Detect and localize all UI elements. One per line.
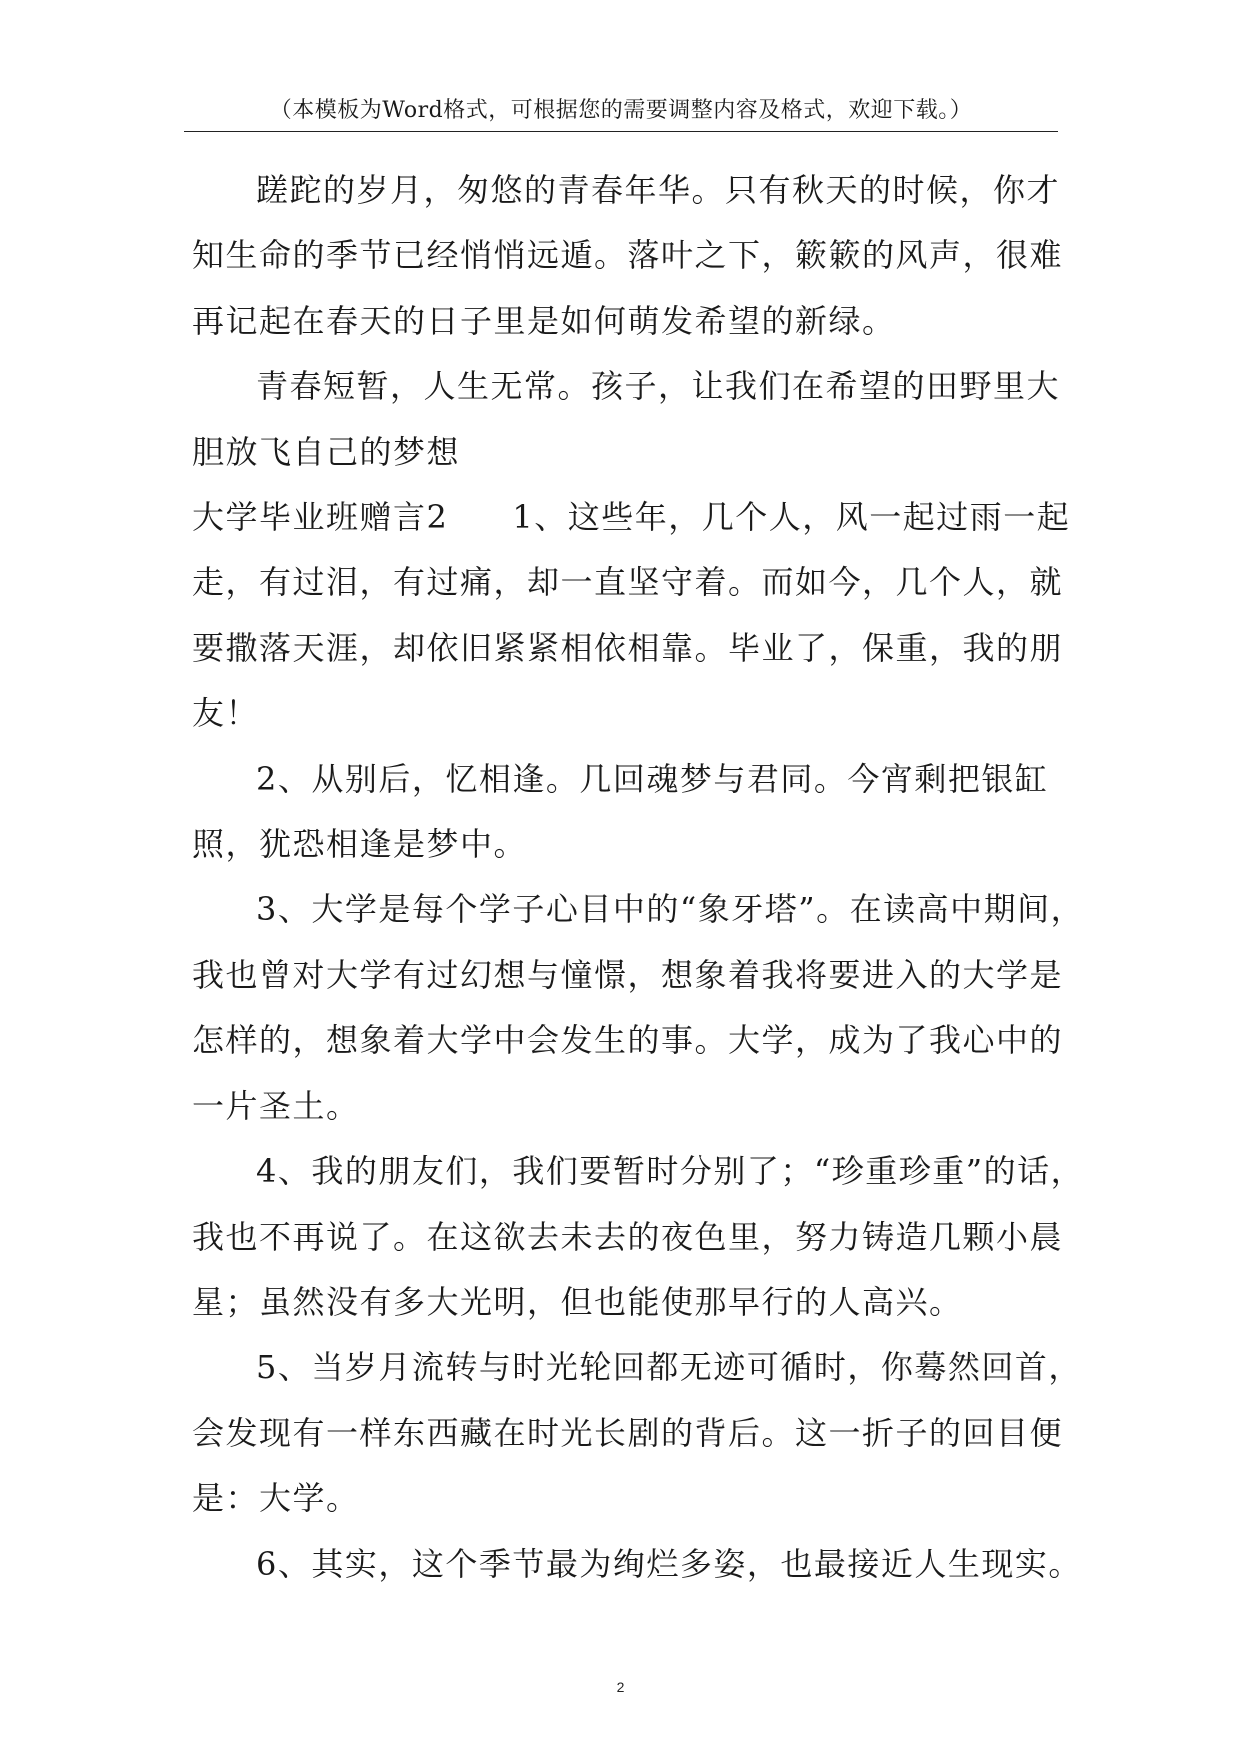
document-body bbox=[192, 158, 1085, 1597]
paragraph-line: 一片圣土。 bbox=[192, 1086, 360, 1125]
paragraph-line: 友！ bbox=[192, 694, 260, 733]
paragraph-line: 再记起在春天的日子里是如何萌发希望的新绿。 bbox=[192, 301, 896, 340]
paragraph-line: 我也不再说了。在这欲去未去的夜色里，努力铸造几颗小晨 bbox=[192, 1217, 1064, 1256]
paragraph-line: 蹉跎的岁月，匆悠的青春年华。只有秋天的时候，你才 bbox=[256, 171, 1061, 209]
header-divider bbox=[184, 131, 1058, 132]
template-header-note: （本模板为Word格式，可根据您的需要调整内容及格式，欢迎下载。） bbox=[269, 98, 973, 123]
paragraph-line: 5、当岁月流转与时光轮回都无迹可循时，你蓦然回首， bbox=[256, 1348, 1082, 1387]
page-number: 2 bbox=[616, 1679, 625, 1695]
paragraph-line: 会发现有一样东西藏在时光长剧的背后。这一折子的回目便 bbox=[192, 1413, 1064, 1452]
paragraph-line: 走，有过泪，有过痛，却一直坚守着。而如今，几个人，就 bbox=[192, 563, 1064, 602]
paragraph-line: 胆放飞自己的梦想 bbox=[192, 432, 461, 471]
paragraph-line: 是：大学。 bbox=[192, 1479, 360, 1518]
paragraph-line: 4、我的朋友们，我们要暂时分别了；“珍重珍重”的话， bbox=[256, 1152, 1085, 1191]
paragraph-line: 2、从别后，忆相逢。几回魂梦与君同。今宵剩把银缸 bbox=[256, 759, 1049, 798]
section-heading-line bbox=[192, 485, 1071, 550]
paragraph-line: 照，犹恐相逢是梦中。 bbox=[192, 825, 528, 864]
section-title: 大学毕业班赠言2 bbox=[192, 498, 449, 537]
paragraph-line: 3、大学是每个学子心目中的“象牙塔”。在读高中期间， bbox=[256, 890, 1085, 929]
paragraph-line-start: 1、这些年，几个人，风一起过雨一起 bbox=[512, 498, 1071, 537]
paragraph-line: 星；虽然没有多大光明，但也能使那早行的人高兴。 bbox=[192, 1282, 963, 1321]
paragraph-line: 青春短暂，人生无常。孩子，让我们在希望的田野里大 bbox=[256, 367, 1061, 406]
paragraph-line: 知生命的季节已经悄悄远遁。落叶之下，簌簌的风声，很难 bbox=[192, 236, 1064, 275]
paragraph-line: 6、其实，这个季节最为绚烂多姿，也最接近人生现实。 bbox=[256, 1544, 1082, 1583]
paragraph-line: 要撒落天涯，却依旧紧紧相依相靠。毕业了，保重，我的朋 bbox=[192, 628, 1064, 667]
paragraph-line: 怎样的，想象着大学中会发生的事。大学，成为了我心中的 bbox=[192, 1021, 1064, 1060]
paragraph-line: 我也曾对大学有过幻想与憧憬，想象着我将要进入的大学是 bbox=[192, 955, 1064, 994]
